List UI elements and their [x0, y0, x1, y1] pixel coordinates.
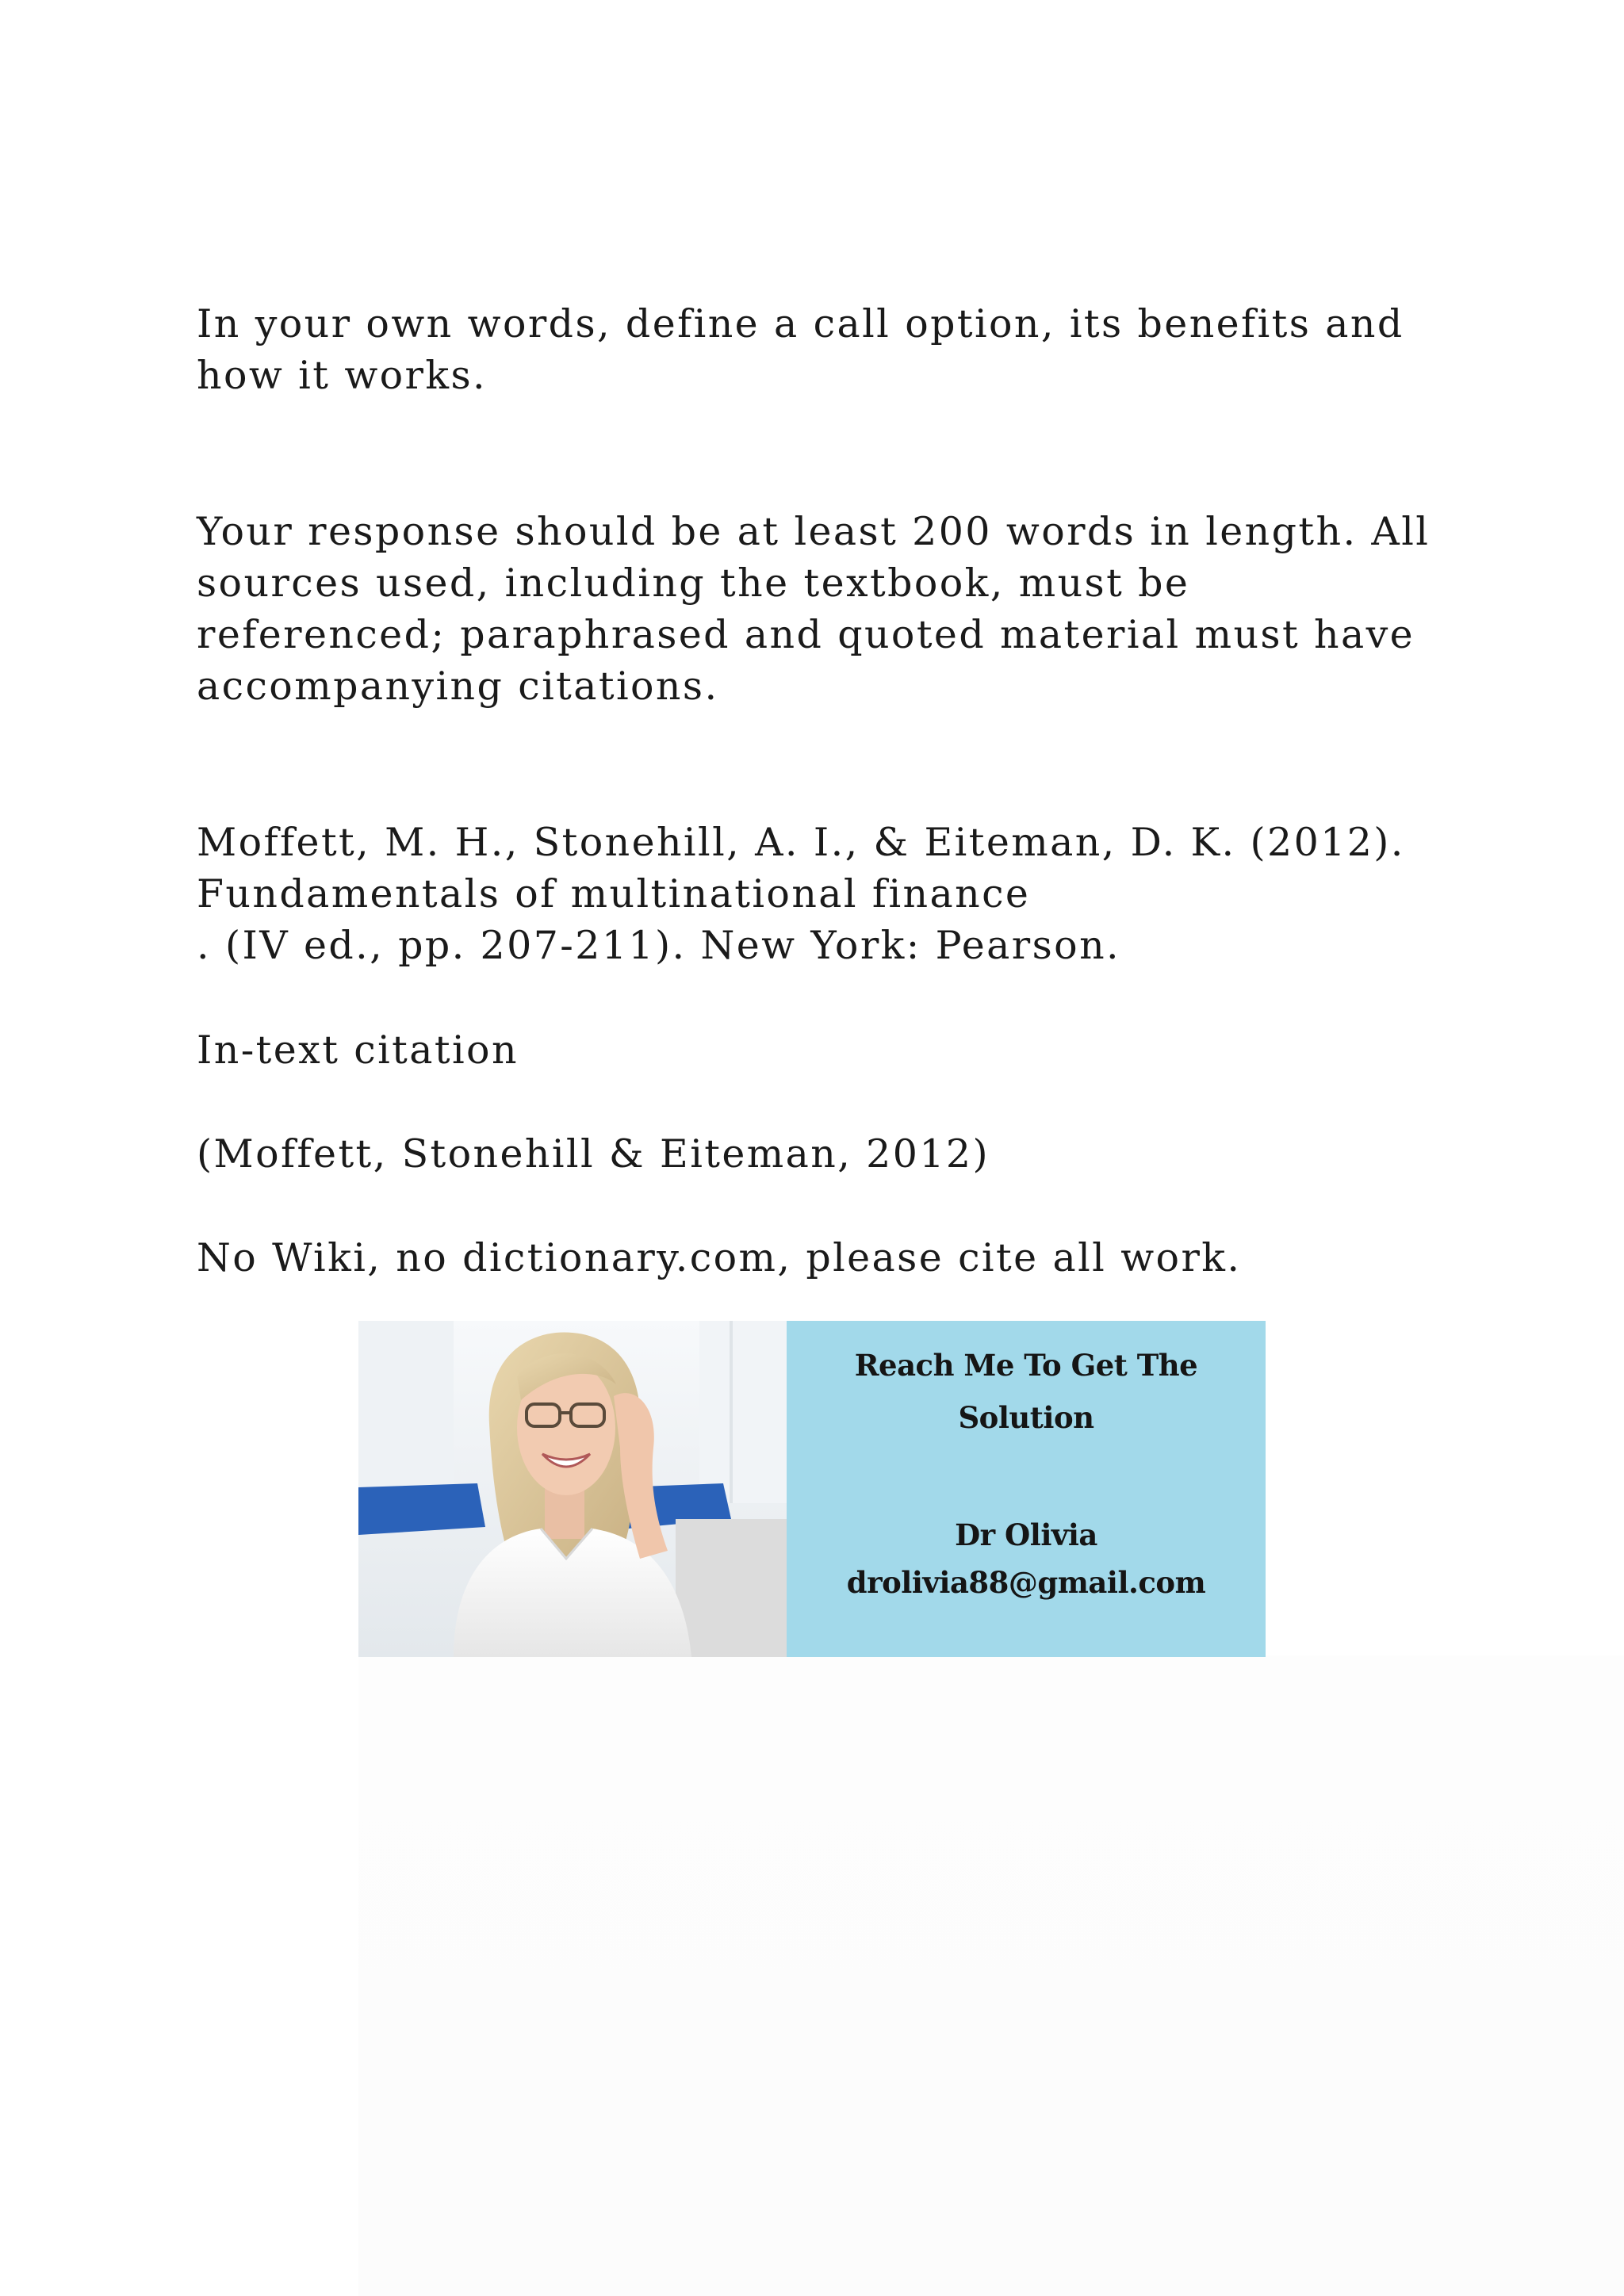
banner-headline-line-2: Solution	[958, 1400, 1094, 1435]
reference-line-2: Fundamentals of multinational finance	[197, 871, 1031, 916]
response-requirements	[197, 506, 1434, 712]
woman-photo-illustration	[358, 1321, 787, 1657]
assignment-prompt	[197, 298, 1434, 401]
woman-photo	[358, 1321, 787, 1657]
contact-panel	[787, 1321, 1266, 1657]
intext-label-text: In-text citation	[197, 1027, 519, 1073]
intext-citation-label	[197, 1024, 1434, 1076]
reference-entry	[197, 817, 1434, 971]
contact-name: Dr Olivia	[955, 1517, 1097, 1552]
prompt-text: In your own words, define a call option, its benefits and how it works.	[197, 301, 1404, 398]
contact-email: drolivia88@gmail.com	[846, 1565, 1206, 1600]
response-requirements-text: Your response should be at least 200 words in length. All sources used, including the textbook, must be referenced; paraphrased and quoted material must have accompanying citations.	[197, 509, 1431, 709]
blank-area	[358, 1655, 1624, 2296]
contact-banner	[358, 1321, 1266, 1657]
banner-headline-line-1: Reach Me To Get The	[854, 1348, 1198, 1383]
no-wiki-note	[197, 1232, 1434, 1284]
reference-line-1: Moffett, M. H., Stonehill, A. I., & Eiteman, D. K. (2012).	[197, 820, 1405, 865]
intext-citation-text: (Moffett, Stonehill & Eiteman, 2012)	[197, 1131, 990, 1177]
no-wiki-note-text: No Wiki, no dictionary.com, please cite all work.	[197, 1235, 1242, 1280]
intext-citation	[197, 1128, 1434, 1180]
reference-line-3: . (IV ed., pp. 207-211). New York: Pearson.	[197, 923, 1121, 968]
